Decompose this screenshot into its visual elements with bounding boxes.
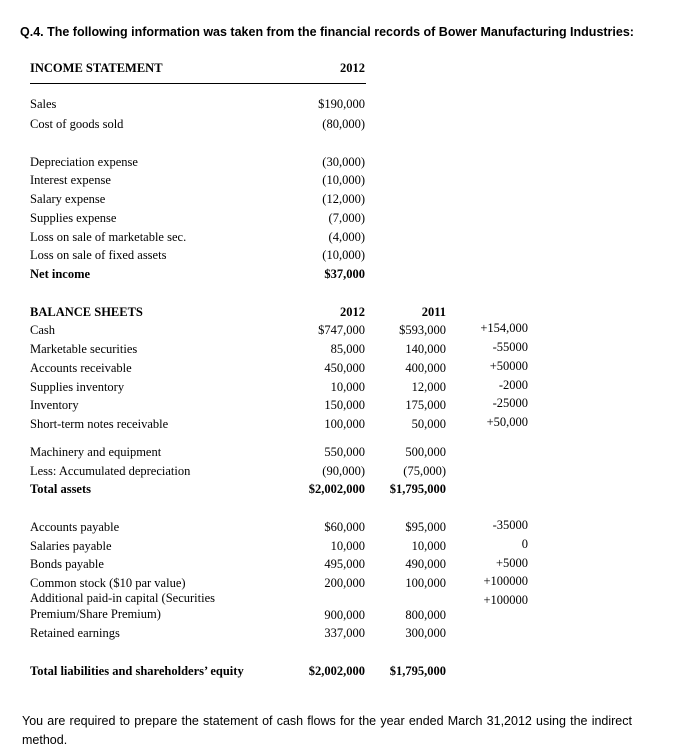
bs-row-2012: 450,000 [324, 361, 365, 375]
total-assets-2011: $1,795,000 [389, 482, 446, 496]
bs-row-2011: 175,000 [405, 398, 446, 412]
is-row-value: (10,000) [322, 248, 365, 262]
bs-row-2011: 400,000 [405, 361, 446, 375]
total-liabilities-2012: $2,002,000 [308, 664, 365, 678]
bs-row-2011: 100,000 [405, 576, 446, 590]
instruction-text: You are required to prepare the statement of cash flows for the year ended March 31,2012 using the indirect method. [22, 714, 632, 747]
bs-row-2011: 50,000 [411, 417, 446, 431]
bs-row-2012: 10,000 [330, 539, 365, 553]
total-liabilities-label: Total liabilities and shareholders’ equity [30, 664, 244, 678]
apic-label-line2: Premium/Share Premium) [30, 607, 161, 621]
question-title: Q.4. The following information was taken from the financial records of Bower Manufacturing Industries: [20, 25, 634, 39]
is-row-value: (80,000) [322, 117, 365, 131]
bs-row-2012: (90,000) [322, 464, 365, 478]
bs-row-2011: $593,000 [399, 323, 446, 337]
bs-row-change: -2000 [498, 378, 528, 392]
bs-row-2011: $95,000 [405, 520, 446, 534]
bs-row-change: +100000 [483, 574, 528, 588]
bs-row-label: Less: Accumulated depreciation [30, 464, 191, 478]
bs-row-2011: 10,000 [411, 539, 446, 553]
balance-sheets-heading: BALANCE SHEETS [30, 305, 143, 319]
is-row-label: Supplies expense [30, 211, 117, 225]
bs-row-2012: 337,000 [324, 626, 365, 640]
bs-row-2011: 500,000 [405, 445, 446, 459]
bs-row-2012: $60,000 [324, 520, 365, 534]
bs-row-label: Machinery and equipment [30, 445, 162, 459]
bs-row-change: +100000 [483, 593, 528, 607]
bs-row-2011: 800,000 [405, 608, 446, 622]
bs-row-2012: 900,000 [324, 608, 365, 622]
net-income-value: $37,000 [324, 267, 365, 281]
is-row-label: Loss on sale of marketable sec. [30, 230, 187, 244]
bs-row-2012: 495,000 [324, 557, 365, 571]
bs-row-label: Inventory [30, 398, 79, 412]
is-row-value: (30,000) [322, 155, 365, 169]
bs-row-2011: 300,000 [405, 626, 446, 640]
bs-row-2011: (75,000) [403, 464, 446, 478]
bs-row-2011: 140,000 [405, 342, 446, 356]
is-row-value: (4,000) [328, 230, 365, 244]
bs-row-2011: 490,000 [405, 557, 446, 571]
bs-row-change: -35000 [492, 518, 528, 532]
apic-label-line1: Additional paid-in capital (Securities [30, 591, 216, 605]
bs-row-label: Common stock ($10 par value) [30, 576, 186, 590]
bs-row-2011: 12,000 [411, 380, 446, 394]
total-liabilities-2011: $1,795,000 [389, 664, 446, 678]
bs-row-label: Marketable securities [30, 342, 138, 356]
bs-row-label: Retained earnings [30, 626, 120, 640]
bs-row-change: 0 [521, 537, 528, 551]
income-statement-heading: INCOME STATEMENT [30, 61, 163, 75]
is-row-value: (7,000) [328, 211, 365, 225]
is-row-value: (10,000) [322, 173, 365, 187]
bs-row-change: +50000 [489, 359, 528, 373]
bs-row-change: +50,000 [486, 415, 528, 429]
bs-row-label: Accounts receivable [30, 361, 132, 375]
bs-row-2012: 150,000 [324, 398, 365, 412]
net-income-label: Net income [30, 267, 91, 281]
is-row-label: Cost of goods sold [30, 117, 124, 131]
is-row-value: $190,000 [318, 97, 365, 111]
bs-row-change: +154,000 [480, 321, 528, 335]
bs-row-change: +5000 [495, 556, 528, 570]
bs-row-label: Cash [30, 323, 55, 337]
bs-row-change: -55000 [492, 340, 528, 354]
bs-row-label: Salaries payable [30, 539, 112, 553]
bs-row-label: Short-term notes receivable [30, 417, 169, 431]
bs-row-2012: $747,000 [318, 323, 365, 337]
bs-row-2012: 10,000 [330, 380, 365, 394]
is-row-label: Depreciation expense [30, 155, 138, 169]
is-row-label: Interest expense [30, 173, 111, 187]
bs-row-label: Supplies inventory [30, 380, 125, 394]
bs-row-label: Bonds payable [30, 557, 104, 571]
income-statement-year: 2012 [340, 61, 365, 75]
bs-row-2012: 200,000 [324, 576, 365, 590]
bs-row-2012: 85,000 [330, 342, 365, 356]
bs-row-change: -25000 [492, 396, 528, 410]
is-row-label: Salary expense [30, 192, 106, 206]
income-statement-rule [30, 83, 366, 84]
is-row-label: Loss on sale of fixed assets [30, 248, 167, 262]
bs-row-2012: 100,000 [324, 417, 365, 431]
is-row-label: Sales [30, 97, 57, 111]
total-assets-2012: $2,002,000 [308, 482, 365, 496]
total-assets-label: Total assets [30, 482, 92, 496]
bs-year-2011: 2011 [421, 305, 446, 319]
bs-row-2012: 550,000 [324, 445, 365, 459]
bs-row-label: Accounts payable [30, 520, 120, 534]
bs-year-2012: 2012 [340, 305, 365, 319]
is-row-value: (12,000) [322, 192, 365, 206]
